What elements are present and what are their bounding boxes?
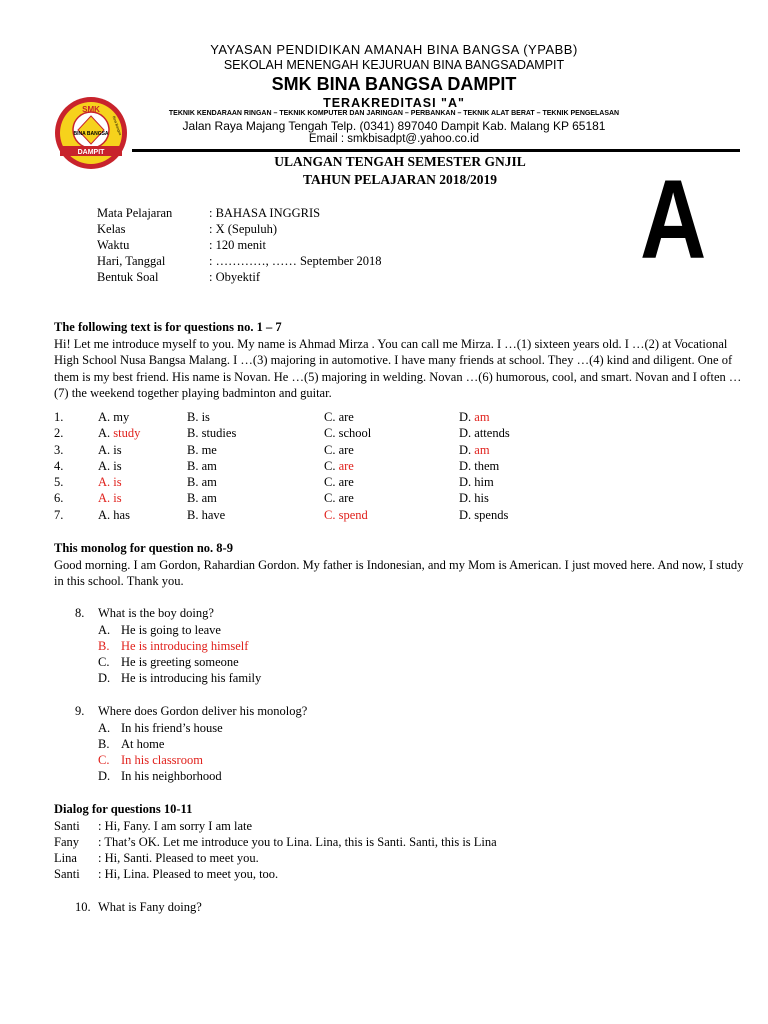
exam-title: ULANGAN TENGAH SEMESTER GNJIL (274, 154, 526, 169)
q9-option-b (0, 737, 768, 753)
answer-text: study (113, 426, 141, 440)
answer-text: am (474, 410, 490, 424)
option-d: D. him (459, 475, 494, 489)
option-c: C. school (324, 426, 372, 440)
option-a: A. is (98, 475, 122, 489)
answer-text: are (338, 459, 354, 473)
speaker-line: : That’s OK. Let me introduce you to Lina. Lina, this is Santi. Santi, this is Lina (98, 835, 497, 849)
option-d: D. attends (459, 426, 510, 440)
section2-text: Good morning. I am Gordon, Rahardian Gordon. My father is Indonesian, and my Mom is American. I just moved here. And now, I study in this school. Thank you. (54, 558, 744, 589)
option-a: A. is (98, 459, 122, 473)
speaker-line: : Hi, Lina. Pleased to meet you, too. (98, 867, 279, 881)
question-number: 8. (75, 606, 85, 620)
question-number: 10. (75, 900, 91, 914)
speaker-line: : Hi, Fany. I am sorry I am late (98, 819, 253, 833)
section1-text: Hi! Let me introduce myself to you. My name is Ahmad Mirza . You can call me Mirza. I …(1) sixteen years old. I …(2) at Vocational High School Nusa Bangsa Malang. I …(3) majoring in automotive. I have many friends at school. They …(4) kind and diligent. One of them is my best friend. His name is Novan. He …(5) majoring in welding. Novan …(6) humorous, cool, and smart. Novan and I often …(7) the weekend together playing badminton and guitar. (54, 337, 742, 400)
option-c: C. are (324, 475, 354, 489)
option-c: C. spend (324, 508, 368, 522)
school-type: SEKOLAH MENENGAH KEJURUAN BINA BANGSADAMPIT (223, 58, 565, 72)
option-letter: C. (324, 459, 339, 473)
q8-option-b (0, 639, 768, 655)
option-letter: B. (98, 737, 110, 751)
info-value: : BAHASA INGGRIS (209, 206, 321, 220)
svg-text:DAMPIT: DAMPIT (77, 149, 105, 156)
info-label: Hari, Tanggal (97, 254, 166, 268)
option-text: At home (121, 737, 165, 751)
info-label: Bentuk Soal (97, 270, 159, 284)
school-email: Email : smkbisadpt@.yahoo.co.id (308, 133, 480, 145)
option-letter: A. (98, 426, 114, 440)
option-b: B. am (187, 475, 217, 489)
question-number: 4. (54, 459, 64, 473)
option-c (324, 459, 354, 474)
option-letter: D. (98, 769, 111, 783)
option-letter: C. (98, 753, 110, 767)
q8-option-a (0, 623, 768, 639)
info-label: Waktu (97, 238, 130, 252)
speaker-name: Lina (54, 851, 77, 865)
option-text: He is going to leave (121, 623, 221, 637)
q9-option-a (0, 721, 768, 737)
program-list: TEKNIK KENDARAAN RINGAN – TEKNIK KOMPUTER DAN JARINGAN – PERBANKAN – TEKNIK ALAT BERAT – TEKNIK PENGELASAN (168, 110, 620, 117)
option-letter: B. (98, 639, 110, 653)
option-b: B. am (187, 459, 217, 473)
option-d: D. spends (459, 508, 509, 522)
option-letter: D. (459, 443, 475, 457)
svg-text:BINA BANGSA: BINA BANGSA (73, 131, 109, 137)
question-number: 2. (54, 426, 64, 440)
info-label: Kelas (97, 222, 126, 236)
option-d: D. them (459, 459, 500, 473)
section1-heading: The following text is for questions no. 1 – 7 (54, 320, 282, 334)
svg-text:Bina Bangsa: Bina Bangsa (111, 115, 123, 136)
option-b: B. studies (187, 426, 237, 440)
speaker-name: Santi (54, 819, 80, 833)
info-value: : Obyektif (209, 270, 261, 284)
option-letter: D. (459, 410, 475, 424)
info-value: : X (Sepuluh) (209, 222, 278, 236)
option-text: He is introducing himself (121, 639, 249, 653)
exam-year: TAHUN PELAJARAN 2018/2019 (302, 172, 497, 187)
option-c: C. are (324, 410, 354, 424)
speaker-line: : Hi, Santi. Pleased to meet you. (98, 851, 259, 865)
q8-option-c (0, 655, 768, 671)
dialog-line-2 (54, 835, 754, 851)
option-a: A. is (98, 443, 122, 457)
option-c: C. are (324, 491, 354, 505)
option-d (459, 443, 490, 458)
option-b: B. is (187, 410, 210, 424)
q9-option-d (0, 769, 768, 785)
speaker-name: Santi (54, 867, 80, 881)
school-address: Jalan Raya Majang Tengah Telp. (0341) 897040 Dampit Kab. Malang KP 65181 (182, 119, 606, 133)
option-letter: D. (98, 671, 111, 685)
option-d (459, 410, 490, 425)
svg-text:SMK: SMK (82, 105, 100, 114)
option-c: C. are (324, 443, 354, 457)
option-text: In his friend’s house (121, 721, 223, 735)
question-text: What is Fany doing? (98, 900, 202, 914)
question-number: 6. (54, 491, 64, 505)
option-letter: A. (98, 623, 111, 637)
info-label: Mata Pelajaran (97, 206, 173, 220)
section2-heading: This monolog for question no. 8-9 (54, 541, 233, 555)
accreditation: TERAKREDITASI "A" (323, 96, 465, 110)
option-text: He is greeting someone (121, 655, 239, 669)
question-number: 5. (54, 475, 64, 489)
option-letter: A. (98, 721, 111, 735)
question-text: What is the boy doing? (98, 606, 214, 620)
dialog-line-3 (54, 851, 754, 867)
option-letter: C. (98, 655, 110, 669)
option-a (98, 426, 140, 441)
info-value: : …………, …… September 2018 (209, 254, 382, 268)
answer-text: am (474, 443, 490, 457)
question-text: Where does Gordon deliver his monolog? (98, 704, 308, 718)
header-divider (132, 149, 740, 152)
question-number: 7. (54, 508, 64, 522)
option-text: In his neighborhood (121, 769, 222, 783)
section3-heading: Dialog for questions 10-11 (54, 802, 193, 816)
info-value: : 120 menit (209, 238, 266, 252)
option-a: A. my (98, 410, 130, 424)
question-10 (0, 900, 768, 916)
option-text: In his classroom (121, 753, 203, 767)
foundation-name: YAYASAN PENDIDIKAN AMANAH BINA BANGSA (YPABB) (210, 42, 578, 57)
dialog-line-4 (54, 867, 754, 883)
option-a: A. has (98, 508, 130, 522)
question-number: 3. (54, 443, 64, 457)
exam-version-letter: A (640, 157, 707, 282)
option-b: B. me (187, 443, 217, 457)
option-d: D. his (459, 491, 489, 505)
option-a: A. is (98, 491, 122, 505)
option-text: He is introducing his family (121, 671, 262, 685)
question-8 (0, 606, 768, 622)
option-b: B. am (187, 491, 217, 505)
dialog-line-1 (54, 819, 754, 835)
option-b: B. have (187, 508, 226, 522)
speaker-name: Fany (54, 835, 79, 849)
question-number: 1. (54, 410, 64, 424)
question-number: 9. (75, 704, 85, 718)
q8-option-d (0, 671, 768, 687)
q9-option-c (0, 753, 768, 769)
school-name: SMK BINA BANGSA DAMPIT (271, 74, 517, 94)
question-9 (0, 704, 768, 720)
